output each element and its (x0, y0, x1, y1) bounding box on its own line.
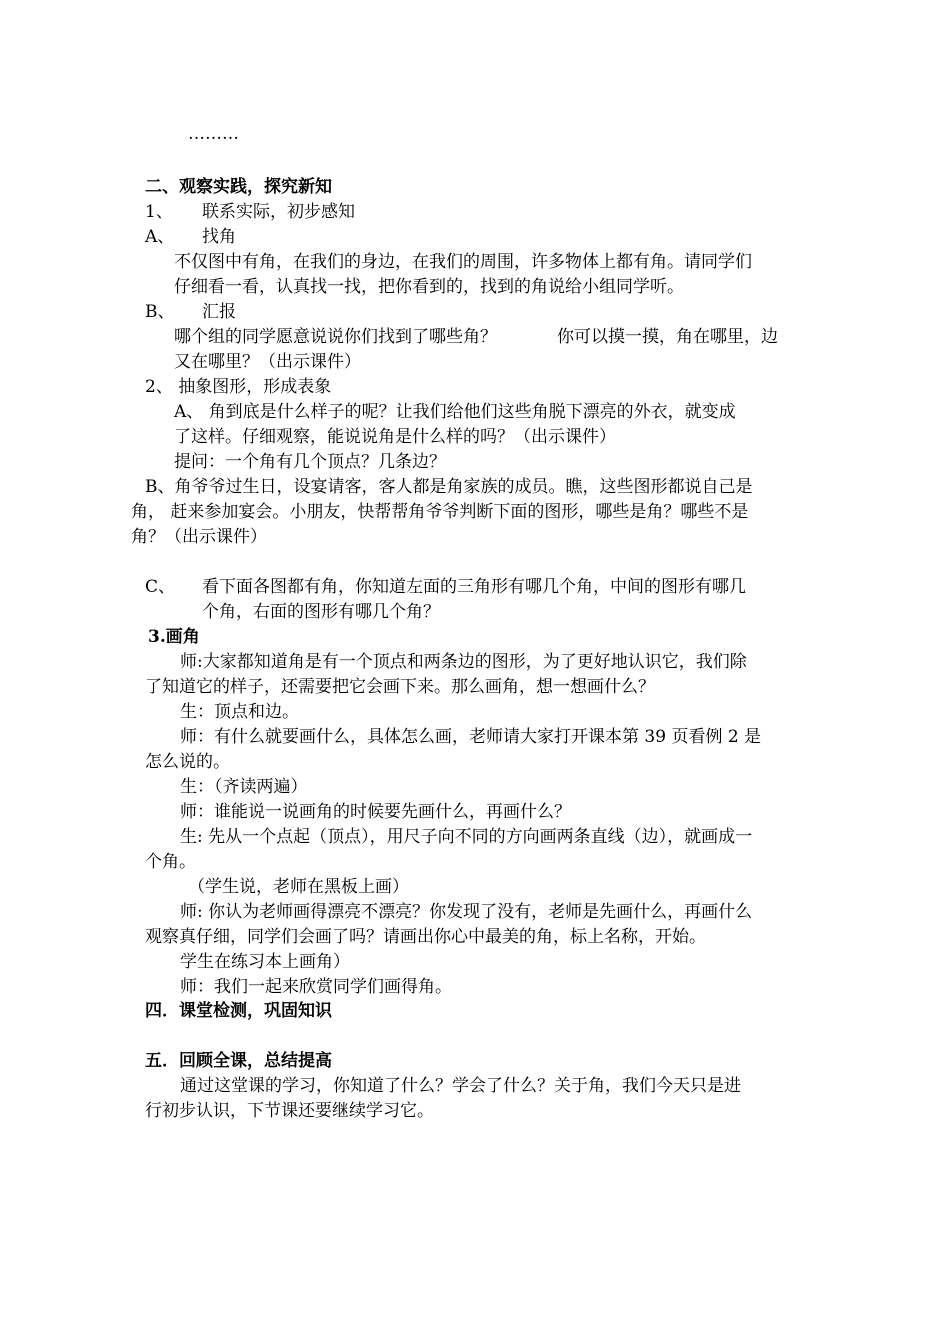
section-2-heading: 二、观察实践，探究新知 (145, 177, 332, 197)
s2-b-line-1-question: 哪个组的同学愿意说说你们找到了哪些角？ (174, 327, 497, 347)
s2-item-a-number: A、 (145, 227, 175, 247)
s3-line-6: 生：（齐读两遍） (180, 777, 308, 797)
s2-item-1-number: 1、 (145, 202, 173, 222)
s2-item-a (145, 225, 236, 249)
s3-line-4: 师：有什么就要画什么，具体怎么画，老师请大家打开课本第 39 页看例 2 是 (180, 727, 762, 747)
s2-item-2-title: 2、 抽象图形，形成表象 (145, 377, 332, 397)
s3-line-7: 师：谁能说一说画角的时候要先画什么，再画什么？ (180, 802, 571, 822)
s2-b-line-1-prompt: 你可以摸一摸，角在哪里，边 (557, 327, 778, 347)
s2-a-line-2: 仔细看一看，认真找一找，把你看到的，找到的角说给小组同学听。 (174, 277, 684, 297)
s2-item-1 (145, 200, 355, 224)
s2-b-line-1 (174, 325, 778, 349)
s2-2a-line-2: 了这样。仔细观察，能说说角是什么样的吗？（出示课件） (174, 427, 616, 447)
s3-line-9: 个角。 (145, 852, 196, 872)
s2-item-c (145, 575, 746, 599)
s3-line-2: 了知道它的样子，还需要把它会画下来。那么画角，想一想画什么？ (145, 677, 655, 697)
s2-item-b-title: 汇报 (202, 302, 236, 322)
s2-item-b (145, 300, 236, 324)
s3-line-8: 生: 先从一个点起（顶点），用尺子向不同的方向画两条直线（边），就画成一 (180, 827, 753, 847)
s2-item-b-number: B、 (145, 302, 175, 322)
s2-2b-line-3: 角？（出示课件） (131, 527, 267, 547)
s2-c-line-2: 个角，右面的图形有哪几个角？ (202, 602, 440, 622)
s2-item-a-title: 找角 (202, 227, 236, 247)
s2-b-line-2: 又在哪里？（出示课件） (174, 352, 361, 372)
s3-line-5: 怎么说的。 (145, 752, 230, 772)
s2-a-line-1: 不仅图中有角，在我们的身边，在我们的周围，许多物体上都有角。请同学们 (174, 252, 752, 272)
section-4-heading: 四．课堂检测，巩固知识 (145, 1001, 332, 1021)
s3-line-11: 师: 你认为老师画得漂亮不漂亮？你发现了没有，老师是先画什么，再画什么 (180, 902, 753, 922)
s3-line-3: 生：顶点和边。 (180, 702, 299, 722)
s2-c-line-1: 看下面各图都有角，你知道左面的三角形有哪几个角，中间的图形有哪几 (202, 577, 746, 597)
s2-2b-line-2: 角， 赶来参加宴会。小朋友，快帮帮角爷爷判断下面的图形，哪些是角？哪些不是 (131, 502, 749, 522)
s3-line-14: 师：我们一起来欣赏同学们画得角。 (180, 977, 452, 997)
section-3-heading: 3.画角 (148, 627, 200, 647)
section-5-heading: 五．回顾全课，总结提高 (145, 1051, 332, 1071)
s2-item-c-number: C、 (145, 577, 176, 597)
s5-line-1: 通过这堂课的学习，你知道了什么？学会了什么？关于角，我们今天只是进 (180, 1076, 741, 1096)
s3-line-13: 学生在练习本上画角） (180, 952, 350, 972)
ellipsis-line: ……… (188, 124, 239, 144)
s5-line-2: 行初步认识，下节课还要继续学习它。 (145, 1101, 434, 1121)
s3-line-1: 师:大家都知道角是有一个顶点和两条边的图形，为了更好地认识它，我们除 (180, 652, 747, 672)
s2-2a-line-3: 提问：一个角有几个顶点？几条边？ (174, 452, 446, 472)
s3-line-12: 观察真仔细，同学们会画了吗？请画出你心中最美的角，标上名称，开始。 (145, 927, 706, 947)
s2-2a-line-1: A、 角到底是什么样子的呢？让我们给他们这些角脱下漂亮的外衣，就变成 (174, 402, 736, 422)
s2-item-1-title: 联系实际，初步感知 (202, 202, 355, 222)
s2-2b-line-1: B、角爷爷过生日，设宴请客，客人都是角家族的成员。瞧，这些图形都说自己是 (145, 477, 753, 497)
s3-line-10: （学生说，老师在黑板上画） (188, 877, 409, 897)
